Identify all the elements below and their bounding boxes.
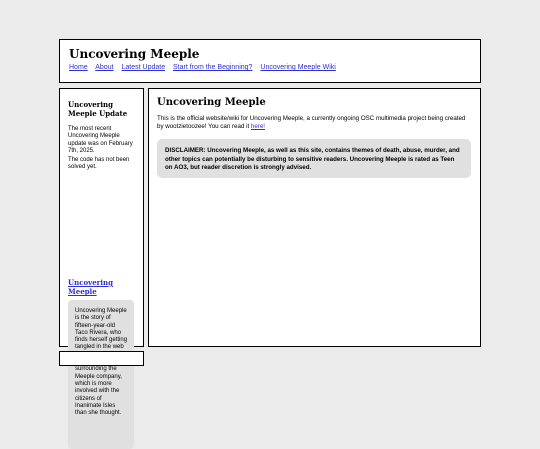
code-status-text: The code has not been solved yet. — [68, 157, 130, 171]
footer-box — [59, 351, 144, 366]
sidebar-title: Uncovering Meeple Update — [68, 100, 128, 118]
nav-link-wiki[interactable]: Uncovering Meeple Wiki — [260, 64, 336, 71]
story-description: Uncovering Meeple is the story of fifteen-year-old Taco Rivera, who finds herself getting tangled in the web surrounding the Meeple company, which is more involved with the citizens of Inanimate Isles than she thought. — [75, 308, 128, 417]
intro-text — [157, 115, 469, 131]
main-content — [148, 88, 481, 347]
intro-sentence: This is the official website/wiki for Uncovering Meeple, a currently ongoing OSC multimedia project being created by wootzietoozee! You can read it — [157, 115, 466, 130]
disclaimer-text: DISCLAIMER: Uncovering Meeple, as well as this site, contains themes of death, abuse, murder, and other topics can potentially be disturbing to sensitive readers. Uncovering Meeple is rated as Teen on AO3, but reader discretion is strongly advised. — [165, 147, 460, 171]
read-here-link[interactable]: here! — [250, 123, 266, 130]
site-header — [59, 39, 481, 83]
nav-link-about[interactable]: About — [95, 64, 114, 71]
nav-bar — [69, 64, 342, 71]
nav-link-start-beginning[interactable]: Start from the Beginning? — [173, 64, 253, 71]
disclaimer-box — [157, 139, 471, 178]
nav-link-latest-update[interactable]: Latest Update — [121, 64, 166, 71]
update-date-text: The most recent Uncovering Meeple update was on February 7th, 2025. — [68, 126, 133, 154]
nav-link-home[interactable]: Home — [69, 64, 88, 71]
story-description-box — [68, 300, 134, 449]
sidebar-link-uncovering-meeple[interactable]: Uncovering Meeple — [68, 278, 113, 296]
main-title: Uncovering Meeple — [157, 97, 266, 108]
site-title: Uncovering Meeple — [69, 47, 200, 61]
sidebar — [59, 88, 144, 417]
